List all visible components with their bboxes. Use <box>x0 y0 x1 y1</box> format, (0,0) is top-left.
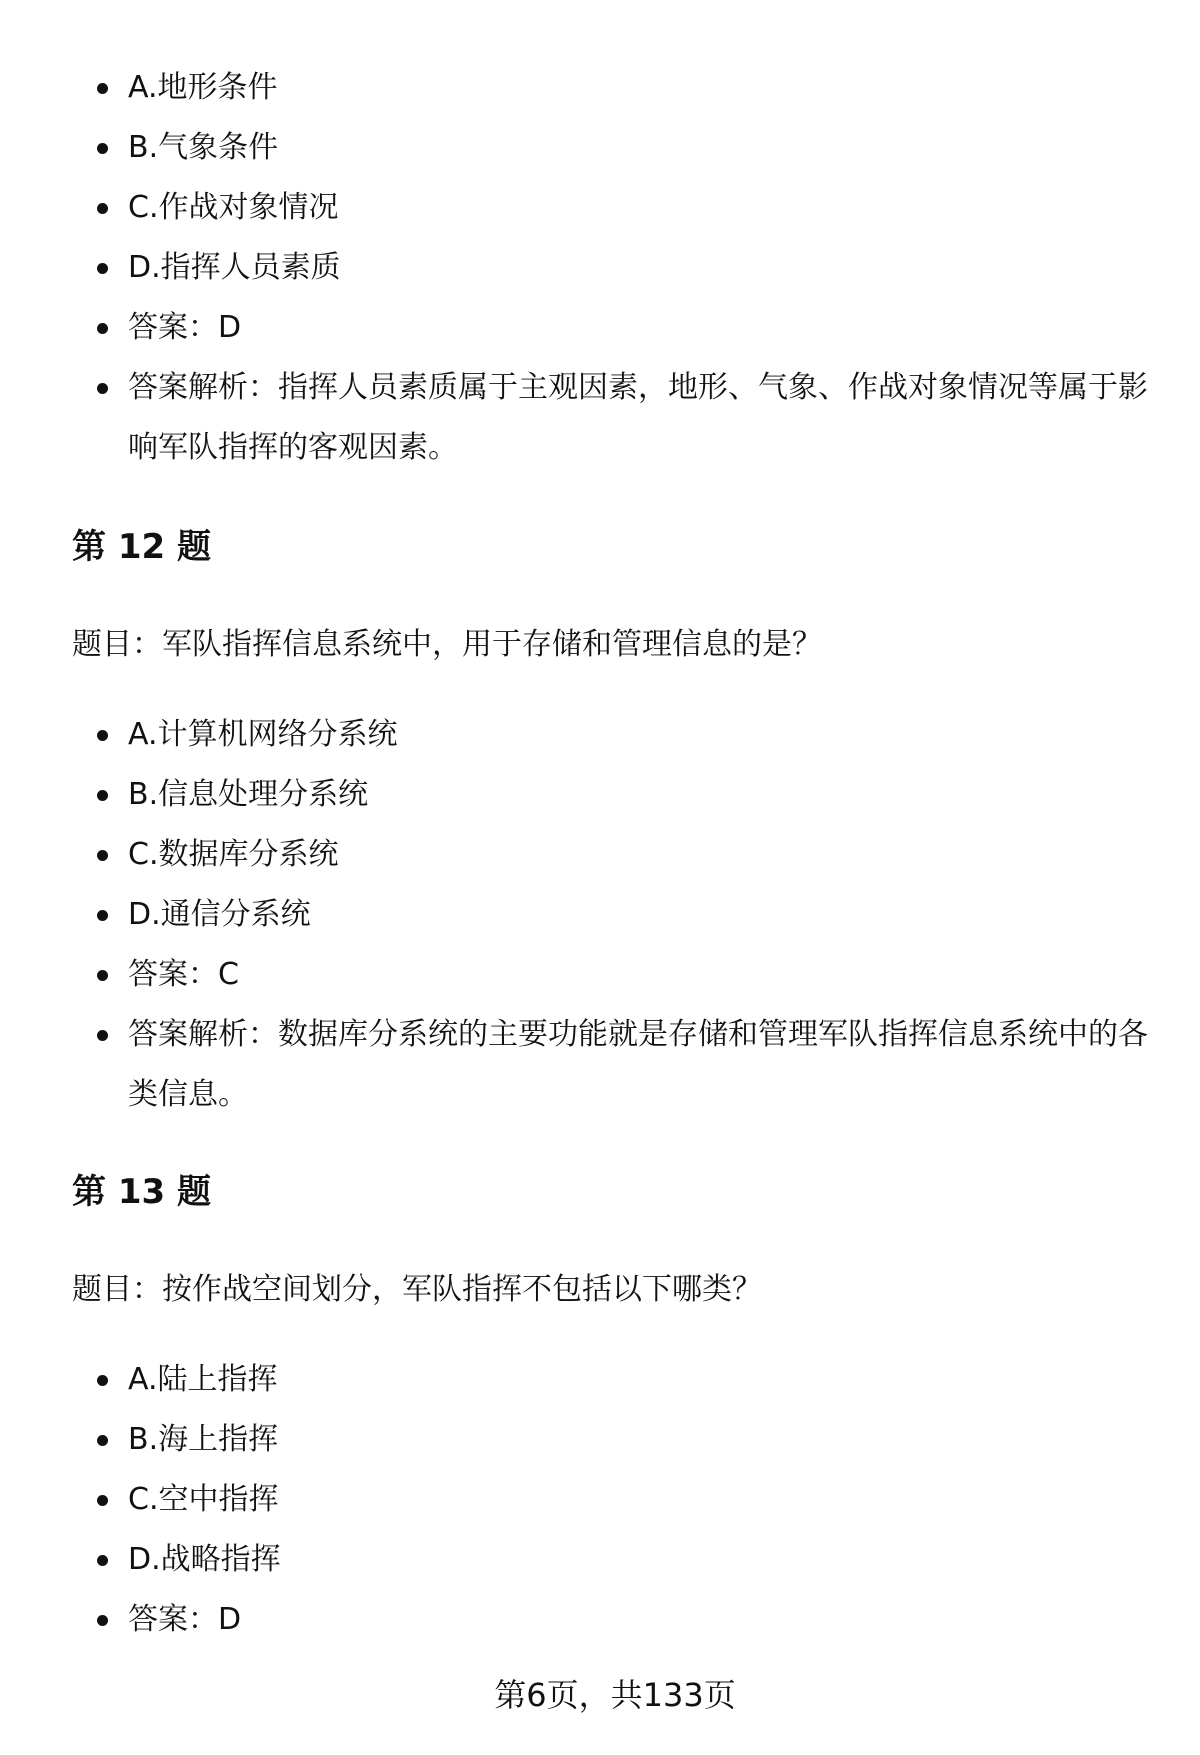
q12-option-c: C.数据库分系统 <box>72 825 1152 885</box>
q13-option-list <box>72 1350 1152 1650</box>
q11-explanation: 答案解析：指挥人员素质属于主观因素，地形、气象、作战对象情况等属于影响军队指挥的客观因素。 <box>72 358 1152 478</box>
page-number-footer: 第6页，共133页 <box>494 1676 736 1714</box>
q12-question: 题目：军队指挥信息系统中，用于存储和管理信息的是？ <box>72 627 822 662</box>
q11-option-a: A.地形条件 <box>72 58 1152 118</box>
q12-option-a: A.计算机网络分系统 <box>72 705 1152 765</box>
q13-question: 题目：按作战空间划分，军队指挥不包括以下哪类？ <box>72 1272 762 1307</box>
q12-explanation: 答案解析：数据库分系统的主要功能就是存储和管理军队指挥信息系统中的各类信息。 <box>72 1005 1152 1125</box>
q12-option-list <box>72 705 1152 1125</box>
q11-option-c: C.作战对象情况 <box>72 178 1152 238</box>
q13-answer: 答案：D <box>72 1590 1152 1650</box>
q12-option-d: D.通信分系统 <box>72 885 1152 945</box>
q13-heading: 第 13 题 <box>72 1172 211 1212</box>
q11-option-d: D.指挥人员素质 <box>72 238 1152 298</box>
q12-answer: 答案：C <box>72 945 1152 1005</box>
q13-option-c: C.空中指挥 <box>72 1470 1152 1530</box>
q13-option-b: B.海上指挥 <box>72 1410 1152 1470</box>
q11-option-b: B.气象条件 <box>72 118 1152 178</box>
q13-option-d: D.战略指挥 <box>72 1530 1152 1590</box>
q12-option-b: B.信息处理分系统 <box>72 765 1152 825</box>
q11-answer: 答案：D <box>72 298 1152 358</box>
q12-heading: 第 12 题 <box>72 527 211 567</box>
q11-option-list <box>72 58 1152 478</box>
q13-option-a: A.陆上指挥 <box>72 1350 1152 1410</box>
